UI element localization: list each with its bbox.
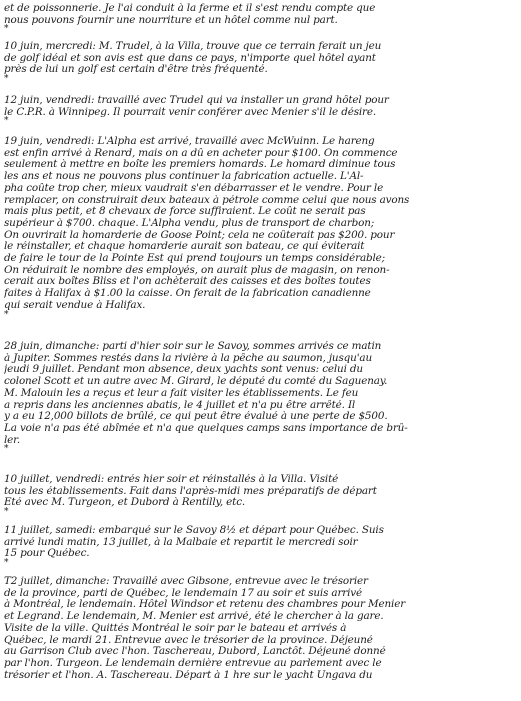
text-line: de la province, parti de Québec, le lendemain 17 au soir et suis arrivé: [4, 587, 362, 599]
text-line: nous pouvons fournir une nourriture et un hôtel comme nul part.: [4, 14, 338, 26]
text-line: de faire le tour de la Pointe Est qui prend toujours un temps considérable;: [4, 253, 386, 265]
entry-separator-asterisk: *: [4, 558, 9, 569]
text-line: qui serait vendue à Halifax.: [4, 299, 146, 311]
entry-separator-asterisk: *: [4, 444, 9, 455]
entry-separator-asterisk: *: [4, 74, 9, 85]
text-line: cerait aux boîtes Bliss et l'on achèterait des caisses et des boîtes toutes: [4, 276, 371, 288]
text-line: M. Malouin les a reçus et leur a fait visiter les établissements. Le feu: [4, 387, 359, 399]
text-line: colonel Scott et un autre avec M. Girard, le député du comté du Saguenay.: [4, 376, 388, 388]
text-line: 12 juin, vendredi: travaillé avec Trudel qui va installer un grand hôtel pour: [4, 95, 389, 106]
text-line: 10 juin, mercredi: M. Trudel, à la Villa, trouve que ce terrain ferait un jeu: [4, 41, 382, 52]
text-line: au Garrison Club avec l'hon. Taschereau, Dubord, Lanctôt. Déjeuné donné: [4, 646, 386, 658]
diary-entry-june-10: [4, 41, 517, 83]
entry-separator-asterisk: *: [4, 24, 9, 35]
entry-separator-asterisk: *: [4, 507, 9, 518]
text-line: le réinstaller, et chaque homarderie aurait son bateau, ce qui éviterait: [4, 241, 365, 253]
text-line: 15 pour Québec.: [4, 548, 90, 560]
diary-entry-july-12: [4, 576, 517, 681]
text-line: faites à Halifax à $1.00 la caisse. On ferait de la fabrication canadienne: [4, 288, 371, 300]
text-line: y a eu 12,000 billots de brûlé, ce qui peut être évalué à une perte de $500.: [4, 411, 388, 423]
text-line: 28 juin, dimanche: parti d'hier soir sur le Savoy, sommes arrivés ce matin: [4, 341, 382, 352]
text-line: remplacer, on construirait deux bateaux à pétrole comme celui que nous avons: [4, 194, 410, 206]
text-line: jeudi 9 juillet. Pendant mon absence, deux yachts sont venus: celui du: [4, 364, 363, 376]
text-line: 10 juillet, vendredi: entrés hier soir et réinstallés à la Villa. Visité: [4, 474, 339, 485]
text-line: à Montréal, le lendemain. Hôtel Windsor et retenu des chambres pour Menier: [4, 599, 406, 611]
text-line: à Jupiter. Sommes restés dans la rivière à la pêche au saumon, jusqu'au: [4, 352, 372, 364]
text-line: Visite de la ville. Quittés Montréal le soir par le bateau et arrivés à: [4, 622, 347, 634]
text-line: supérieur à $700. chaque. L'Alpha vendu, plus de transport de charbon;: [4, 217, 375, 229]
entry-separator-asterisk: *: [4, 309, 9, 320]
text-line: 11 juillet, samedi: embarqué sur le Savoy 8½ et départ pour Québec. Suis: [4, 525, 384, 536]
text-line: On réduirait le nombre des employés, on aurait plus de magasin, on renon-: [4, 264, 390, 276]
text-line: seulement à mettre en boîte les premiers homards. Le homard diminue tous: [4, 159, 396, 171]
text-line: La voie n'a pas été abîmée et n'a que quelques camps sans importance de brû-: [4, 422, 408, 434]
text-line: ler.: [4, 434, 20, 446]
text-line: Québec, le mardi 21. Entrevue avec le trésorier de la province. Déjeuné: [4, 634, 373, 646]
text-line: pha coûte trop cher, mieux vaudrait s'en débarrasser et le vendre. Pour le: [4, 182, 384, 194]
diary-entry-july-10: [4, 474, 517, 516]
text-line: mais plus petit, et 8 chevaux de force suffiraient. Le coût ne serait pas: [4, 206, 366, 218]
diary-entry-june-12: [4, 95, 517, 125]
text-line: et de poissonnerie. Je l'ai conduit à la ferme et il s'est rendu compte que: [4, 3, 376, 14]
diary-entry-continuation: [4, 3, 517, 33]
text-line: On ouvrirait la homarderie de Goose Point; cela ne coûterait pas $200. pour: [4, 229, 395, 241]
text-line: est enfin arrivé à Renard, mais on a dû en acheter pour $100. On commence: [4, 147, 398, 159]
text-line: le C.P.R. à Winnipeg. Il pourrait venir conférer avec Menier s'il le désire.: [4, 106, 377, 118]
text-line: 19 juin, vendredi: L'Alpha est arrivé, travaillé avec McWuinn. Le hareng: [4, 136, 375, 147]
text-line: les ans et nous ne pouvons plus continuer la fabrication actuelle. L'Al-: [4, 171, 364, 183]
diary-entry-july-11: [4, 525, 517, 567]
text-line: T2 juillet, dimanche: Travaillé avec Gibsone, entrevue avec le trésorier: [4, 576, 368, 587]
text-line: a repris dans les anciennes abatis, le 4 juillet et n'a pu être arrêté. Il: [4, 399, 356, 411]
text-line: près de lui un golf est certain d'être très fréquenté.: [4, 64, 268, 76]
text-line: et Legrand. Le lendemain, M. Menier est arrivé, été le chercher à la gare.: [4, 611, 384, 623]
text-line: arrivé lundi matin, 13 juillet, à la Malbaie et repartit le mercredi soir: [4, 536, 358, 548]
text-line: Été avec M. Turgeon, et Dubord à Rentilly, etc.: [4, 497, 246, 509]
diary-entry-june-19: [4, 136, 517, 319]
text-line: de golf idéal et son avis est que dans ce pays, n'importe quel hôtel ayant: [4, 52, 376, 64]
text-line: trésorier et l'hon. A. Taschereau. Départ à 1 hre sur le yacht Ungava du: [4, 669, 373, 681]
text-line: tous les établissements. Fait dans l'après-midi mes préparatifs de départ: [4, 485, 377, 497]
text-line: par l'hon. Turgeon. Le lendemain dernière entrevue au parlement avec le: [4, 657, 382, 669]
diary-entry-june-28: [4, 341, 517, 453]
entry-separator-asterisk: *: [4, 116, 9, 127]
